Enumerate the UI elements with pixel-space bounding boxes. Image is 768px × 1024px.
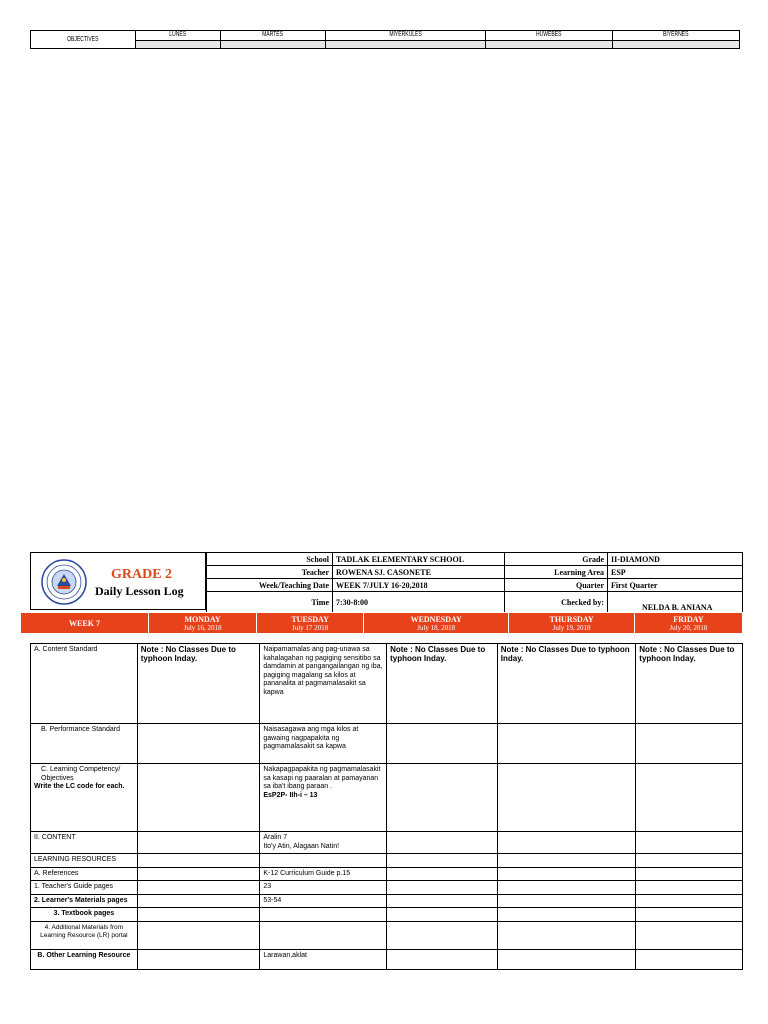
school-label: School — [207, 553, 333, 566]
content-standard-label: A. Content Standard — [31, 644, 138, 724]
thursday-cell: THURSDAY July 19, 2018 — [509, 613, 635, 634]
table-row — [31, 832, 743, 854]
monday-note: Note : No Classes Due to typhoon Inday. — [137, 644, 260, 724]
day-bar — [20, 612, 743, 634]
tuesday-cell: TUESDAY July 17 2018 — [257, 613, 364, 634]
quarter-value: First Quarter — [608, 579, 743, 592]
time-value: 7:30-8:00 — [333, 592, 505, 613]
tuesday-other-resources: Larawan,aklat — [260, 949, 387, 969]
table-row — [31, 854, 743, 868]
checked-by-value: NELDA B. ANIANA — [608, 592, 743, 613]
learning-area-value: ESP — [608, 566, 743, 579]
lesson-table — [30, 643, 743, 970]
grade-value: II-DIAMOND — [608, 553, 743, 566]
day-lunes: LUNES — [136, 31, 221, 41]
objectives-label: OBJECTIVES — [31, 31, 136, 49]
table-row — [31, 764, 743, 832]
table-row — [31, 724, 743, 764]
tuesday-learners-materials: 53-54 — [260, 894, 387, 908]
table-row — [31, 644, 743, 724]
teacher-label: Teacher — [207, 566, 333, 579]
content-label: II. CONTENT — [31, 832, 138, 854]
day-huwebes: HUWEBES — [486, 31, 613, 41]
tuesday-competency: Nakapagpapakita ng pagmamalasakit sa kasapi ng paaralan at pamayanan sa iba't ibang paraan . EsP2P- IIh-i – 13 — [260, 764, 387, 832]
table-row — [31, 949, 743, 969]
logo-box — [30, 552, 206, 610]
week-value: WEEK 7/JULY 16-20,2018 — [333, 579, 505, 592]
learning-resources-label: LEARNING RESOURCES — [31, 854, 138, 868]
tuesday-performance-standard: Naisasagawa ang mga kilos at gawaing nagpapakita ng pagmamalasakit sa kapwa — [260, 724, 387, 764]
table-row — [31, 908, 743, 922]
daily-lesson-log-title: Daily Lesson Log — [95, 584, 184, 598]
monday-cell: MONDAY July 16, 2018 — [149, 613, 257, 634]
textbook-label: 3. Textbook pages — [31, 908, 138, 922]
lesson-log-header — [30, 552, 743, 610]
lc-code-note: Write the LC code for each. — [34, 783, 125, 790]
references-label: A. References — [31, 867, 138, 881]
shade-cell — [486, 40, 613, 48]
shade-cell — [325, 40, 486, 48]
week-label: Week/Teaching Date — [207, 579, 333, 592]
friday-cell: FRIDAY July 20, 2018 — [634, 613, 742, 634]
tuesday-content-standard: Naipamamalas ang pag-unawa sa kahalagahan ng pagiging sensitibo sa damdamin at pangangailangan ng iba, pagiging magalang sa kilos at pananalita at pagmamalasakit sa kapwa — [260, 644, 387, 724]
table-row — [31, 881, 743, 895]
grade-label: Grade — [505, 553, 608, 566]
competency-label: C. Learning Competency/ Objectives Write the LC code for each. — [31, 764, 138, 832]
table-row — [31, 867, 743, 881]
thursday-note: Note : No Classes Due to typhoon Inday. — [497, 644, 636, 724]
shade-cell — [613, 40, 740, 48]
checked-by-label: Checked by: — [505, 592, 608, 613]
table-row — [31, 894, 743, 908]
quarter-label: Quarter — [505, 579, 608, 592]
performance-standard-label: B. Performance Standard — [31, 724, 138, 764]
learners-materials-label: 2. Learner's Materials pages — [31, 894, 138, 908]
tuesday-teachers-guide: 23 — [260, 881, 387, 895]
school-value: TADLAK ELEMENTARY SCHOOL — [333, 553, 505, 566]
teacher-value: ROWENA SJ. CASONETE — [333, 566, 505, 579]
objectives-strip — [30, 30, 740, 49]
other-resources-label: B. Other Learning Resource — [31, 949, 138, 969]
shade-cell — [220, 40, 325, 48]
day-miyerkules: MIYERKULES — [325, 31, 486, 41]
shade-cell — [136, 40, 221, 48]
week-cell: WEEK 7 — [21, 613, 149, 634]
additional-materials-label: 4. Additional Materials from Learning Resource (LR) portal — [31, 921, 138, 949]
day-martes: MARTES — [220, 31, 325, 41]
grade-title: GRADE 2 — [111, 567, 173, 582]
header-info-table — [206, 552, 743, 613]
tuesday-content: Aralin 7 Ito'y Atin, Alagaan Natin! — [260, 832, 387, 854]
teachers-guide-label: 1. Teacher's Guide pages — [31, 881, 138, 895]
learning-area-label: Learning Area — [505, 566, 608, 579]
table-row — [31, 921, 743, 949]
friday-note: Note : No Classes Due to typhoon Inday. — [636, 644, 743, 724]
day-biyernes: BIYERNES — [613, 31, 740, 41]
wednesday-cell: WEDNESDAY July 18, 2018 — [364, 613, 509, 634]
time-label: Time — [207, 592, 333, 613]
deped-seal-icon — [41, 559, 87, 605]
wednesday-note: Note : No Classes Due to typhoon Inday. — [387, 644, 498, 724]
lc-code: EsP2P- IIh-i – 13 — [263, 791, 318, 799]
tuesday-references: K-12 Curriculum Guide p.15 — [260, 867, 387, 881]
